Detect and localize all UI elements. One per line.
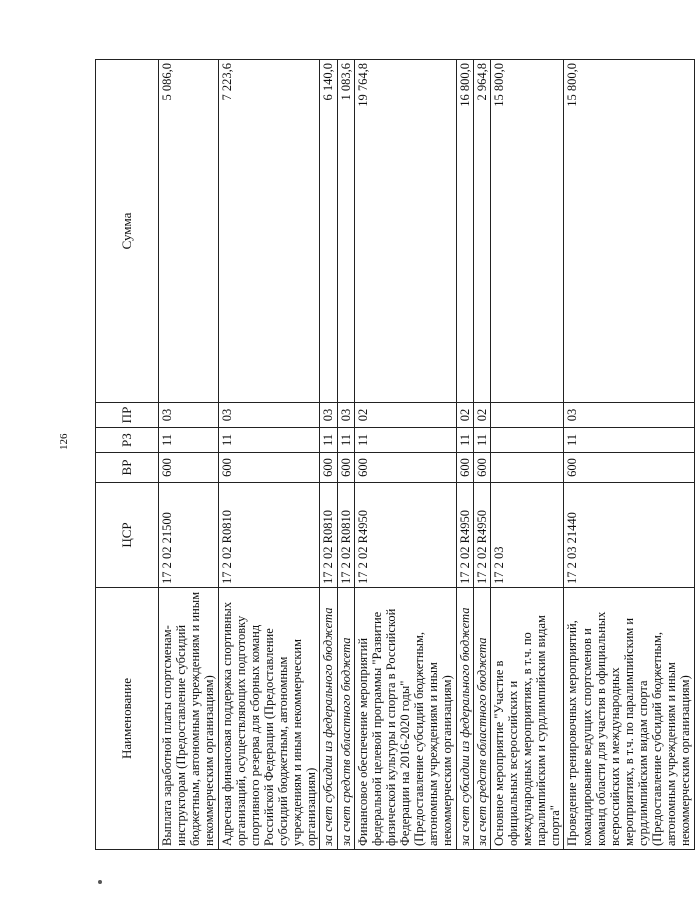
- table-row: [354, 60, 456, 850]
- cell-rz: 11: [456, 428, 473, 453]
- cell-csr: 17 2 02 R4950: [354, 483, 456, 588]
- table-row: [218, 60, 320, 850]
- table-row: [490, 60, 564, 850]
- cell-vr: 600: [564, 453, 694, 483]
- cell-vr: 600: [320, 453, 337, 483]
- cell-rz: 11: [218, 428, 320, 453]
- cell-vr: [490, 453, 564, 483]
- cell-pr: 03: [218, 403, 320, 428]
- cell-pr: 03: [159, 403, 219, 428]
- cell-sum: 16 800,0: [456, 60, 473, 403]
- table-row: [159, 60, 219, 850]
- cell-name: Финансовое обеспечение мероприятий федеральной целевой программы "Развитие физической культуры и спорта в Российской Федерации на 2016-2020 годы" (Предоставление субсидий бюджетным, автономным учреждениям и иным некоммерческим организациям): [354, 588, 456, 850]
- cell-vr: 600: [354, 453, 456, 483]
- cell-sum: 15 800,0: [490, 60, 564, 403]
- cell-sum: 15 800,0: [564, 60, 694, 403]
- table-row: [337, 60, 354, 850]
- header-sum: Сумма: [96, 60, 159, 403]
- cell-csr: 17 2 02 21500: [159, 483, 219, 588]
- header-rz: РЗ: [96, 428, 159, 453]
- cell-name: за счет средств областного бюджета: [473, 588, 490, 850]
- cell-sum: 2 964,8: [473, 60, 490, 403]
- cell-pr: 02: [354, 403, 456, 428]
- cell-rz: [490, 428, 564, 453]
- scan-dot: [98, 880, 102, 884]
- rotated-page-content: [95, 60, 693, 850]
- header-name: Наименование: [96, 588, 159, 850]
- cell-rz: 11: [337, 428, 354, 453]
- table-row: [320, 60, 337, 850]
- cell-vr: 600: [337, 453, 354, 483]
- header-vr: ВР: [96, 453, 159, 483]
- page-number: 126: [58, 433, 70, 450]
- cell-sum: 1 083,6: [337, 60, 354, 403]
- cell-rz: 11: [320, 428, 337, 453]
- cell-sum: 19 764,8: [354, 60, 456, 403]
- cell-name: Адресная финансовая поддержка спортивных организаций, осуществляющих подготовку спортивного резерва для сборных команд Российской Федерации (Предоставление субсидий бюджетным, автономным учреждениям и иным некоммерческим организациям): [218, 588, 320, 850]
- table-row: [456, 60, 473, 850]
- header-csr: ЦСР: [96, 483, 159, 588]
- cell-csr: 17 2 02 R4950: [473, 483, 490, 588]
- cell-csr: 17 2 03 21440: [564, 483, 694, 588]
- cell-rz: 11: [354, 428, 456, 453]
- cell-csr: 17 2 02 R0810: [218, 483, 320, 588]
- cell-csr: 17 2 02 R0810: [337, 483, 354, 588]
- cell-name: за счет субсидии из федерального бюджета: [320, 588, 337, 850]
- table-row: [564, 60, 694, 850]
- cell-name: Выплата заработной платы спортсменам-инструкторам (Предоставление субсидий бюджетным, автономным учреждениям и иным некоммерческим организациям): [159, 588, 219, 850]
- cell-pr: 02: [473, 403, 490, 428]
- cell-rz: 11: [564, 428, 694, 453]
- cell-pr: 02: [456, 403, 473, 428]
- cell-pr: 03: [564, 403, 694, 428]
- cell-pr: [490, 403, 564, 428]
- cell-pr: 03: [320, 403, 337, 428]
- cell-vr: 600: [456, 453, 473, 483]
- cell-vr: 600: [218, 453, 320, 483]
- cell-vr: 600: [473, 453, 490, 483]
- cell-name: за счет средств областного бюджета: [337, 588, 354, 850]
- cell-rz: 11: [159, 428, 219, 453]
- cell-name: Проведение тренировочных мероприятий, командирование ведущих спортсменов и команд области для участия в официальных всероссийских и международных мероприятиях, в т.ч. по паралимпийским и сурдлимпийским видам спорта (Предоставление субсидий бюджетным, автономным учреждениям и иным некоммерческим организациям): [564, 588, 694, 850]
- table-header-row: [96, 60, 159, 850]
- cell-sum: 5 086,0: [159, 60, 219, 403]
- cell-pr: 03: [337, 403, 354, 428]
- cell-vr: 600: [159, 453, 219, 483]
- header-pr: ПР: [96, 403, 159, 428]
- cell-rz: 11: [473, 428, 490, 453]
- budget-table: [95, 59, 695, 850]
- cell-csr: 17 2 02 R0810: [320, 483, 337, 588]
- cell-csr: 17 2 02 R4950: [456, 483, 473, 588]
- cell-name: за счет субсидии из федерального бюджета: [456, 588, 473, 850]
- cell-name: Основное мероприятие "Участие в официальных всероссийских и международных мероприятиях, в т.ч. по паралимпийским и сурдлимпийским видам спорта": [490, 588, 564, 850]
- cell-csr: 17 2 03: [490, 483, 564, 588]
- table-row: [473, 60, 490, 850]
- cell-sum: 7 223,6: [218, 60, 320, 403]
- cell-sum: 6 140,0: [320, 60, 337, 403]
